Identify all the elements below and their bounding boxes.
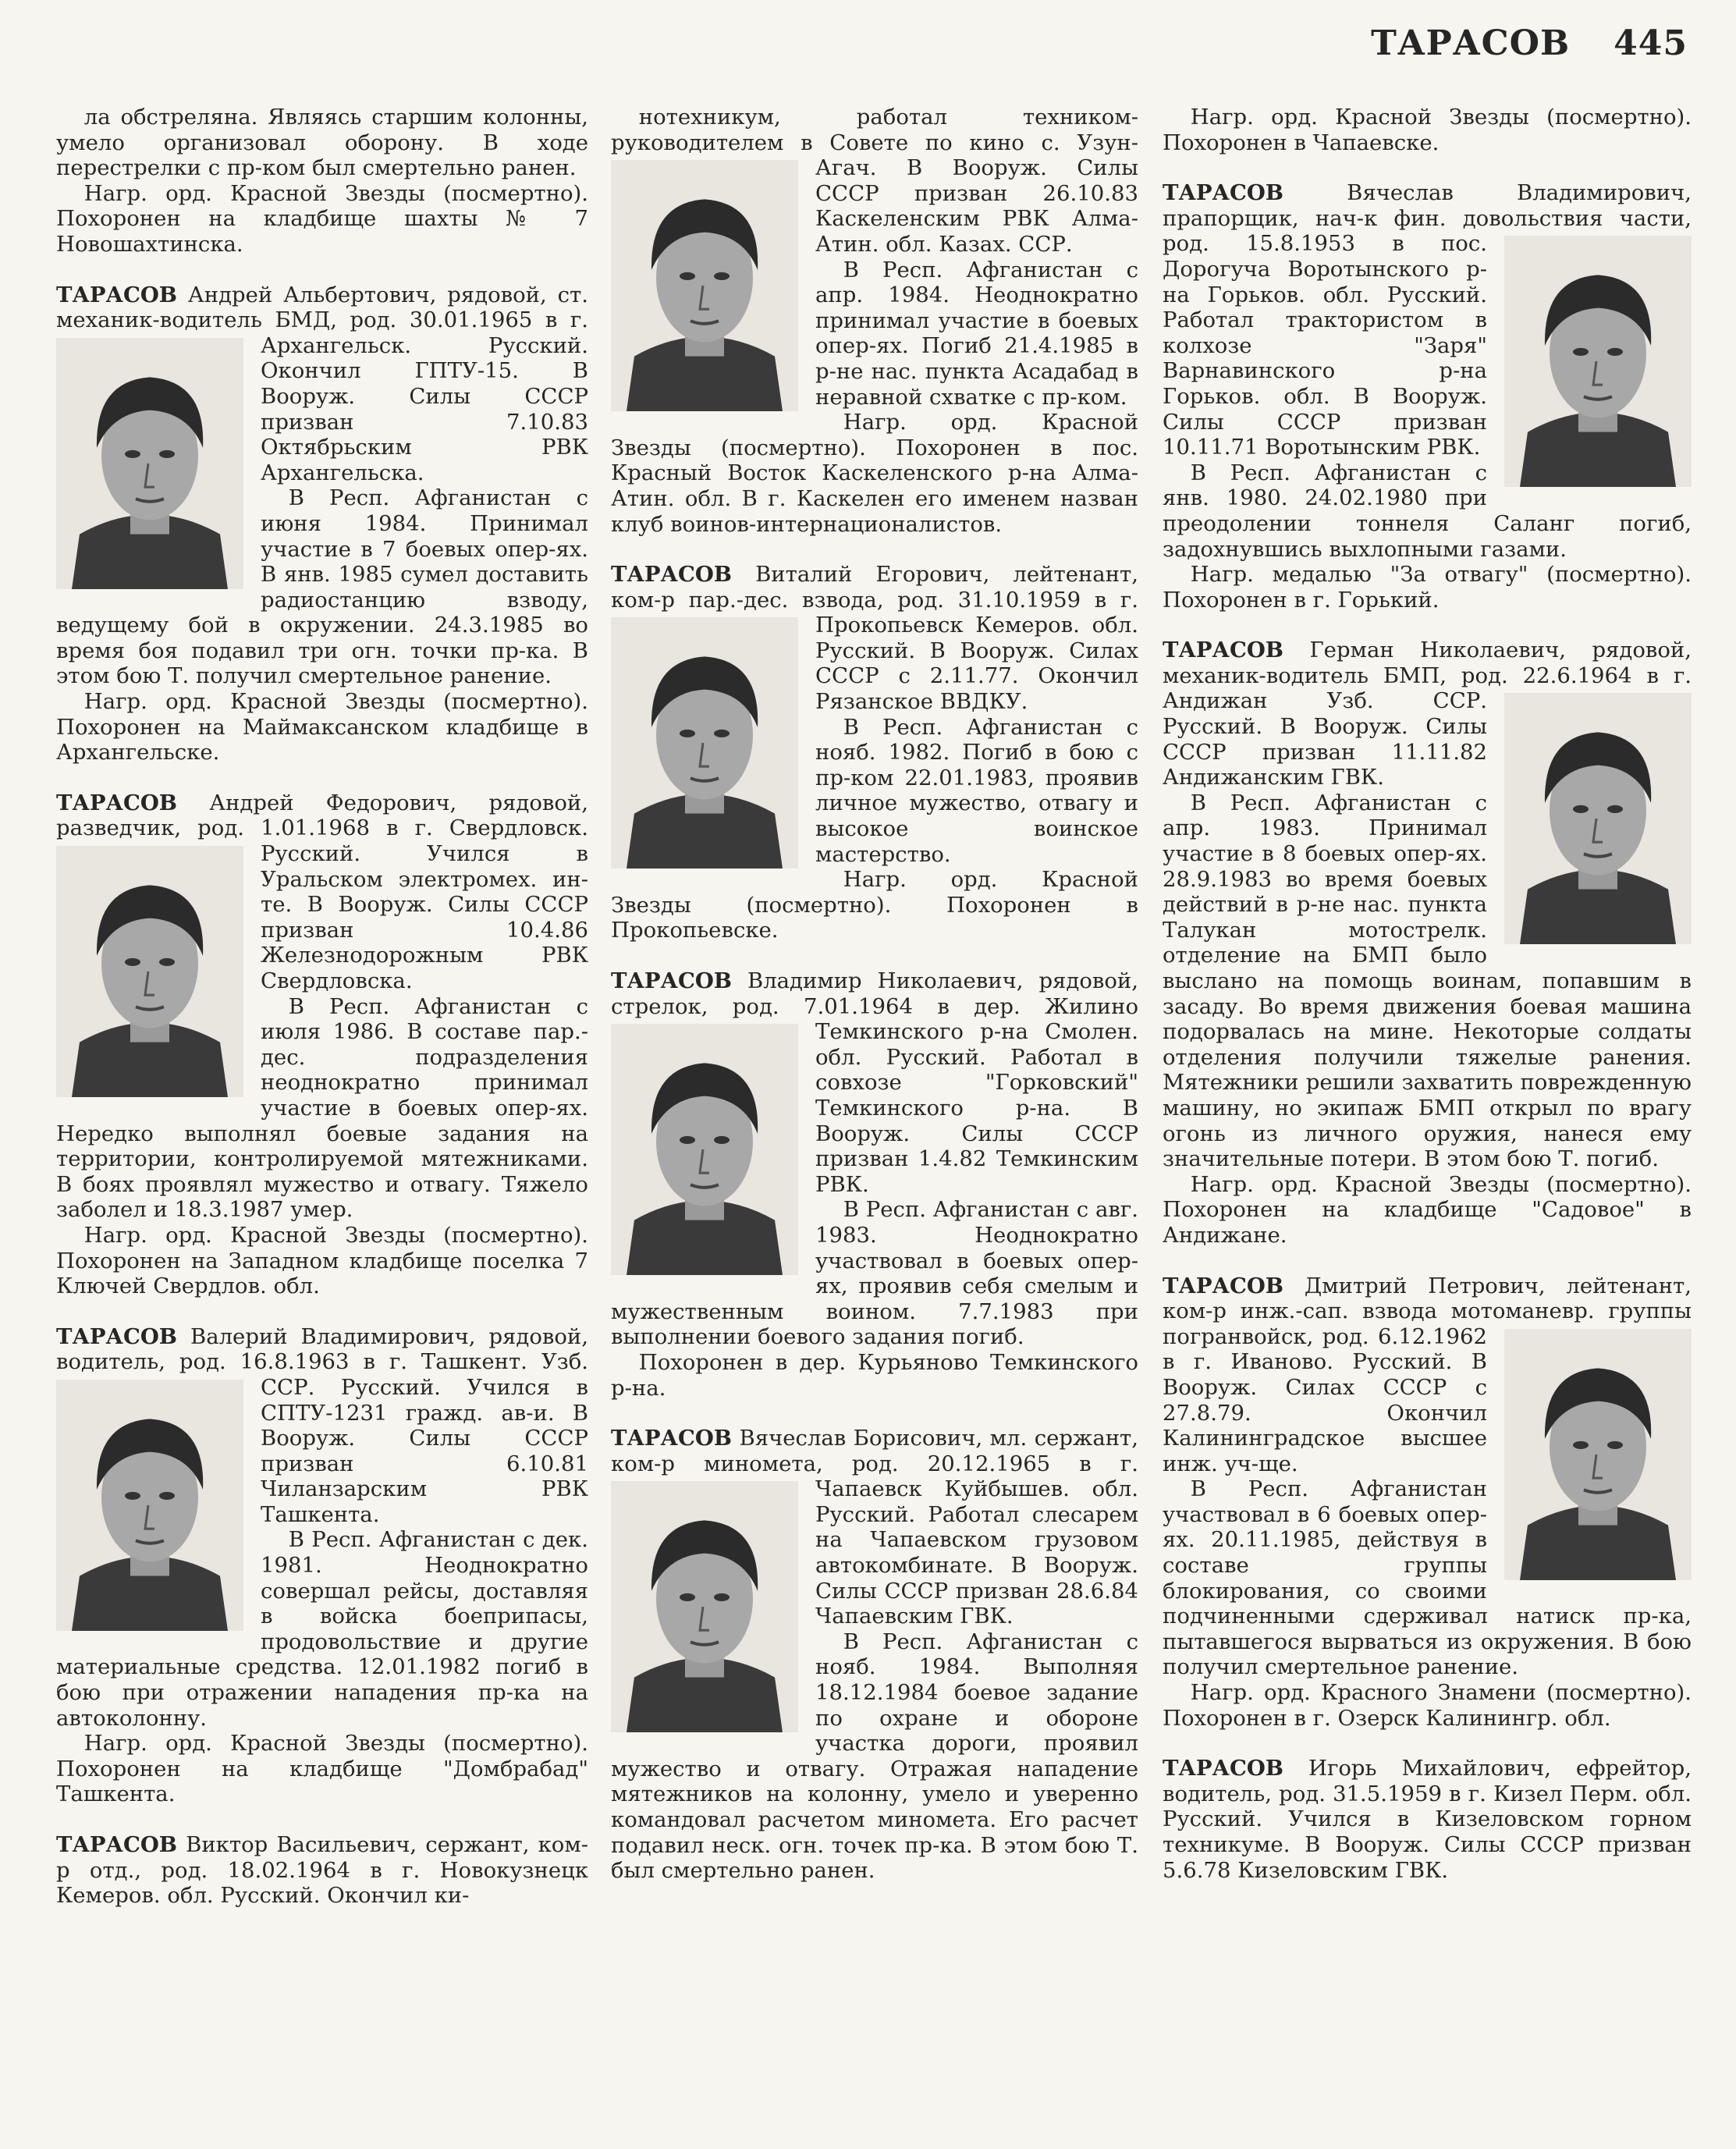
paragraph-text: В Респ. Афганистан с апр. 1983. Принимал участие в 8 боевых опер-ях. 28.9.1983 во время боевых действий в р-не нас. пункта Талукан мотострелк. отделение на БМП было выслано на помощь воинам, попавшим в засаду. Во время движения боевая машина подорвалась на мине. Некоторые солдаты отделения получили тяжелые ранения. Мятежники решили захватить поврежденную машину, но экипаж БМП открыл по врагу огонь из личного оружия, нанеся ему значительные потери. В этом бою Т. погиб.: [1163, 790, 1692, 1172]
entry-paragraph: [1163, 1273, 1692, 1477]
entry-paragraph: [611, 968, 1138, 1197]
page-number: 445: [1614, 23, 1688, 63]
paragraph-text: В Респ. Афганистан с янв. 1980. 24.02.1980 при преодолении тоннеля Саланг погиб, задохнувшись выхлопными газами.: [1163, 460, 1692, 562]
paragraph-text: Нагр. орд. Красной Звезды (посмертно). Похоронен на кладбище "Домбрабад" Ташкента.: [56, 1731, 588, 1807]
paragraph-text: В Респ. Афганистан с нояб. 1984. Выполняя 18.12.1984 боевое задание по охране и обороне участка дороги, проявил мужество и отвагу. Отражая нападение мятежников на колонну, умело и уверенно командовал расчетом миномета. Его расчет подавил неск. огн. точек пр-ка. В этом бою Т. был смертельно ранен.: [611, 1629, 1138, 1884]
biography-entry: [1163, 180, 1692, 613]
entry-paragraph: [1163, 1680, 1692, 1731]
column-1: [56, 105, 588, 1934]
paragraph-text: 30.01.1965 в г. Архангельск. Русский. Окончил ГПТУ-15. В Вооруж. Силы СССР призван 7.10.83 Октябрьским РВК Архангельска.: [261, 307, 589, 485]
portrait-photo: [611, 1024, 798, 1275]
continued-text: [56, 105, 588, 258]
paragraph-text: Нагр. орд. Красной Звезды (посмертно). Похоронен в пос. Красный Восток Каскеленского р-на Алма-Атин. обл. В г. Каскелен его именем назван клуб воинов-интернационалистов.: [611, 410, 1138, 537]
paragraph-text: В Респ. Афганистан с нояб. 1982. Погиб в бою с пр-ком 22.01.1983, проявив личное мужество, отвагу и высокое воинское мастерство.: [815, 714, 1138, 867]
paragraph-text: Валерий Владимирович, рядовой, водитель, род. 16.8.1963 в г. Ташкент.: [56, 1323, 588, 1375]
entry-paragraph: [611, 562, 1138, 715]
entry-surname: ТАРАСОВ: [1163, 1756, 1284, 1781]
entry-paragraph: [56, 282, 588, 486]
paragraph-text: Андрей Федорович, рядовой, разведчик, род. 1.01.1968 в г. Свердловск.: [56, 790, 588, 841]
paragraph-text: Виктор Васильевич, сержант, ком-р отд., род. 18.02.1964 в г. Новокузнецк Кемеров. обл. Русский. Окончил ки-: [56, 1832, 588, 1909]
entry-paragraph: [56, 1324, 588, 1528]
paragraph-text: Нагр. орд. Красного Знамени (посмертно). Похоронен в г. Озерск Калинингр. обл.: [1163, 1680, 1692, 1731]
biography-entry: [56, 790, 588, 1299]
biography-entry: [1163, 638, 1692, 1248]
paragraph-text: Виталий Егорович, лейтенант, ком-р пар.-дес. взвода, род. 31.10.1959 в: [611, 562, 1138, 613]
entry-paragraph: [611, 1426, 1138, 1629]
paragraph-text: Нагр. медалью "За отвагу" (посмертно). Похоронен в г. Горький.: [1163, 562, 1692, 613]
paragraph-text: В Респ. Афганистан с дек. 1981. Неоднократно совершал рейсы, доставляя в войска боеприпасы, продовольствие и другие материальные средства. 12.01.1982 погиб в бою при отражении нападения пр-ка на автоколонну.: [56, 1527, 588, 1731]
paragraph-text: Узб. ССР. Русский. Учился в СПТУ-1231 гражд. ав-и. В Вооруж. Силы СССР призван 6.10.81 Чиланзарским РВК Ташкента.: [261, 1349, 588, 1527]
entry-paragraph: [611, 867, 1138, 943]
entry-surname: ТАРАСОВ: [56, 1323, 178, 1349]
entry-surname: ТАРАСОВ: [56, 1832, 178, 1857]
continued-text: [611, 105, 1138, 537]
paragraph-text: Русский. В Вооруж. Силы СССР призван 11.11.82 Андижанским ГВК.: [1163, 714, 1487, 790]
biography-entry: [1163, 1273, 1692, 1732]
paragraph-text: Андрей Альбертович, рядовой, ст. механик-водитель БМД, род.: [56, 282, 588, 333]
entry-paragraph: [56, 1731, 588, 1807]
entry-paragraph: [1163, 1756, 1692, 1883]
entry-surname: ТАРАСОВ: [611, 562, 733, 588]
paragraph-text: Герман Николаевич, рядовой, механик-водитель БМП, род. 22.6.1964 в г. Андижан Узб. ССР.: [1163, 638, 1692, 714]
entry-paragraph: [1163, 638, 1692, 790]
column-2: [611, 105, 1138, 1909]
portrait-photo: [1504, 1329, 1692, 1580]
paragraph-text: Игорь Михайлович, ефрейтор, водитель, род. 31.5.1959 в г. Кизел Перм. обл. Русский. Учился в Кизеловском горном техникуме. В Вооруж. Силы СССР призван 5.6.78 Кизеловским ГВК.: [1163, 1756, 1692, 1883]
paragraph-text: г. Прокопьевск Кемеров. обл. Русский. В Вооруж. Силах СССР с 2.11.77. Окончил Рязанское ВВДКУ.: [815, 587, 1138, 715]
paragraph-text: Русский. Учился в Уральском электромех. ин-те. В Вооруж. Силы СССР призван 10.4.86 Железнодорожным РВК Свердловска.: [261, 841, 588, 993]
entry-surname: ТАРАСОВ: [611, 1426, 733, 1451]
portrait-photo: [56, 846, 243, 1097]
entry-paragraph: [611, 1350, 1138, 1401]
portrait-photo: [1504, 236, 1692, 487]
portrait-photo: [611, 1481, 798, 1732]
paragraph-text: Дорогуча Воротынского р-на Горьков. обл. Русский. Работал трактористом в колхозе "Заря" Варнавинского р-на Горьков. обл. В Вооруж. Силы СССР призван 10.11.71 Воротынским РВК.: [1163, 256, 1487, 460]
entry-paragraph: [1163, 180, 1692, 460]
entry-paragraph: [611, 410, 1138, 537]
paragraph-text: Нагр. орд. Красной Звезды (посмертно). Похоронен на Западном кладбище поселка 7 Ключей Свердлов. обл.: [56, 1222, 588, 1299]
biography-entry: [611, 562, 1138, 943]
paragraph-text: Нагр. орд. Красной Звезды (посмертно). Похоронен на кладбище шахты № 7 Новошахтинска.: [56, 180, 588, 257]
biography-entry: [611, 968, 1138, 1401]
paragraph-text: В Респ. Афганистан с июля 1986. В составе пар.-дес. подразделения неоднократно принимал участие в боевых опер-ях. Нередко выполнял боевые задания на территории, контролируемой мятежниками. В боях проявлял мужество и отвагу. Тяжело заболел и 18.3.1987 умер.: [56, 993, 588, 1223]
paragraph-text: Вячеслав Борисович, мл. сержант, ком-р миномета, род. 20.12.1965 в: [611, 1426, 1139, 1476]
entry-paragraph: [56, 105, 588, 181]
biography-entry: [56, 282, 588, 765]
continued-text: [1163, 105, 1692, 155]
entry-surname: ТАРАСОВ: [56, 790, 178, 815]
entry-surname: ТАРАСОВ: [56, 282, 178, 307]
entry-paragraph: [1163, 562, 1692, 613]
biography-entry: [56, 1324, 588, 1807]
entry-paragraph: [56, 1223, 588, 1299]
portrait-photo: [611, 160, 798, 411]
entry-paragraph: [56, 689, 588, 765]
paragraph-text: В Респ. Афганистан с авг. 1983. Неоднократно участвовал в боевых опер-ях, проявив себя смелым и мужественным воином. 7.7.1983 при выполнении боевого задания погиб.: [611, 1197, 1138, 1350]
running-head-title: ТАРАСОВ: [1371, 23, 1571, 63]
portrait-photo: [1504, 693, 1692, 944]
entry-paragraph: [56, 1832, 588, 1909]
paragraph-text: Темкинского р-на Смолен. обл. Русский. Работал в совхозе "Горковский" Темкинского р-на. В Вооруж. Силы СССР призван 1.4.82 Темкинским РВК.: [815, 1019, 1138, 1197]
column-3: [1163, 105, 1692, 1908]
paragraph-text: Нагр. орд. Красной Звезды (посмертно). Похоронен в Прокопьевске.: [611, 867, 1138, 943]
entry-surname: ТАРАСОВ: [1163, 1273, 1284, 1298]
paragraph-text: Похоронен в дер. Курьяново Темкинского р-на.: [611, 1349, 1138, 1401]
paragraph-text: В Респ. Афганистан с июня 1984. Принимал участие в 7 боевых опер-ях. В янв. 1985 сумел доставить радиостанцию взводу, ведущему бой в окружении. 24.3.1985 во время боя подавил три огн. точки пр-ка. В этом бою Т. получил смертельное ранение.: [56, 485, 588, 689]
portrait-photo: [56, 1380, 243, 1631]
entry-paragraph: [611, 105, 1138, 258]
portrait-photo: [611, 617, 798, 868]
paragraph-text: г. Чапаевск Куйбышев. обл. Русский. Работал слесарем на Чапаевском грузовом автокомбинате. В Вооруж. Силы СССР призван 28.6.84 Чапаевским ГВК.: [815, 1451, 1138, 1629]
paragraph-text: ла обстреляна. Являясь старшим колонны, умело организовал оборону. В ходе перестрелки с пр-ком был смертельно ранен.: [56, 105, 588, 181]
paragraph-text: Владимир Николаевич, рядовой, стрелок, род. 7.01.1964 в дер. Жилино: [611, 968, 1138, 1019]
running-head: [1371, 23, 1688, 63]
biography-entry: [1163, 1756, 1692, 1883]
paragraph-text: В Респ. Афганистан с апр. 1984. Неоднократно принимал участие в боевых опер-ях. Погиб 21.4.1985 в р-не нас. пункта Асадабад в неравной схватке с пр-ком.: [815, 257, 1138, 410]
paragraph-text: 6.12.1962 в г. Иваново. Русский. В Вооруж. Силах СССР с 27.8.79. Окончил Калининградское высшее инж. уч-ще.: [1163, 1323, 1487, 1476]
paragraph-text: нотехникум, работал техником-руководителем в Совете по кино с. Узун-Агач. В: [611, 105, 1138, 181]
entry-surname: ТАРАСОВ: [1163, 638, 1284, 663]
paragraph-text: Вячеслав Владимирович, прапорщик, нач-к фин. довольствия части, род. 15.8.1953 в пос.: [1163, 180, 1692, 257]
biography-entry: [56, 1832, 588, 1909]
paragraph-text: Нагр. орд. Красной Звезды (посмертно). Похоронен на кладбище "Садовое" в Андижане.: [1163, 1171, 1692, 1248]
paragraph-text: Нагр. орд. Красной Звезды (посмертно). Похоронен на Маймаксанском кладбище в Архангельске.: [56, 689, 588, 765]
paragraph-text: В Респ. Афганистан участвовал в 6 боевых опер-ях. 20.11.1985, действуя в составе группы блокирования, со своими подчиненными сдерживал натиск пр-ка, пытавшегося вырваться из окружения. В бою получил смертельное ранение.: [1163, 1476, 1692, 1680]
entry-surname: ТАРАСОВ: [1163, 180, 1284, 206]
entry-paragraph: [56, 181, 588, 258]
paragraph-text: Дмитрий Петрович, лейтенант, ком-р инж.-сап. взвода мотоманевр. группы погранвойск, род.: [1163, 1273, 1692, 1349]
paragraph-text: Вооруж. Силы СССР призван 26.10.83 Каскеленским РВК Алма-Атин. обл. Казах. ССР.: [815, 155, 1138, 257]
portrait-photo: [56, 338, 243, 589]
paragraph-text: Нагр. орд. Красной Звезды (посмертно). Похоронен в Чапаевске.: [1163, 105, 1692, 155]
entry-surname: ТАРАСОВ: [611, 968, 733, 993]
entry-paragraph: [56, 790, 588, 994]
entry-paragraph: [1163, 1172, 1692, 1249]
entry-paragraph: [1163, 105, 1692, 155]
biography-entry: [611, 1426, 1138, 1884]
